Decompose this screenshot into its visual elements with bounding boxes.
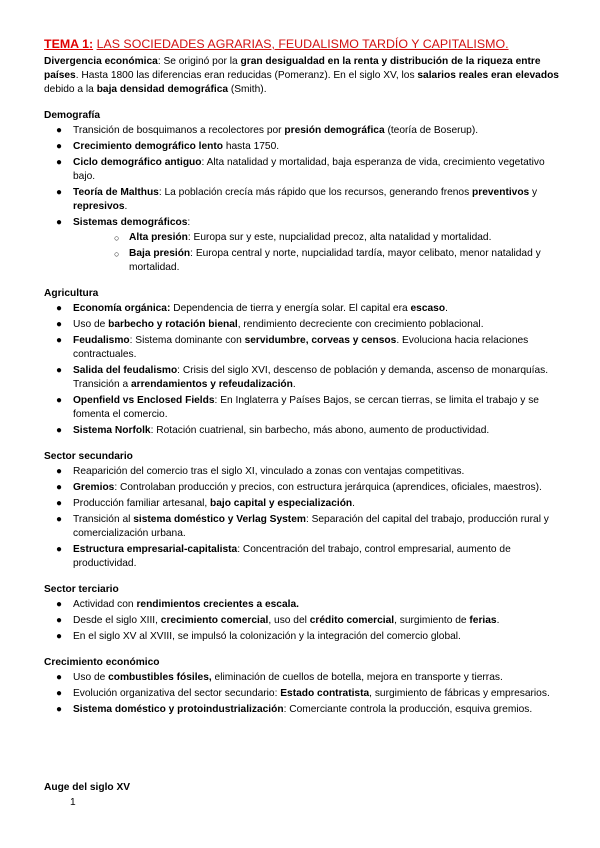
bullet-icon: ●: [56, 672, 63, 683]
bold-text: salarios reales eran elevados: [417, 70, 559, 81]
list-item: [44, 543, 560, 571]
text-run: . Hasta 1800 las diferencias eran reducidas (Pomeranz). En el siglo XV, los: [75, 70, 418, 81]
text-run: , rendimiento decreciente con crecimiento poblacional.: [237, 319, 484, 330]
text-run: : Europa sur y este, nupcialidad precoz, alta natalidad y mortalidad.: [187, 232, 492, 243]
bullet-icon: ●: [56, 335, 63, 346]
bold-text: Sistema Norfolk: [73, 425, 151, 436]
bullet-icon: ●: [56, 599, 63, 610]
list-item: [44, 318, 560, 332]
list-item: [44, 186, 560, 214]
list-item: [44, 703, 560, 717]
text-run: En el siglo XV al XVIII, se impulsó la colonización y la integración del comercio global.: [73, 631, 461, 642]
bold-text: Sistema doméstico y protoindustrialización: [73, 704, 284, 715]
bullet-icon: ●: [56, 688, 63, 699]
bold-text: Divergencia económica: [44, 56, 158, 67]
text-run: : Concentración del trabajo, control empresarial, aumento de productividad.: [73, 544, 511, 569]
bold-text: crédito comercial: [309, 615, 395, 626]
section-agricultura: [44, 287, 560, 438]
list-item: [44, 302, 560, 316]
sub-bullet-list: [73, 231, 560, 275]
list-item: [44, 497, 560, 511]
title-text: LAS SOCIEDADES AGRARIAS, FEUDALISMO TARDÍO Y CAPITALISMO.: [96, 37, 509, 51]
bullet-icon: ●: [56, 365, 63, 376]
list-item: [44, 513, 560, 541]
bold-text: Salida del feudalismo: [73, 365, 178, 376]
bullet-list: [44, 465, 560, 571]
bullet-list: [44, 671, 560, 717]
text-run: Desde el siglo XIII,: [73, 615, 161, 626]
bold-text: Estructura empresarial-capitalista: [73, 544, 238, 555]
list-item: [44, 598, 560, 612]
text-run: : Controlaban producción y precios, con estructura jerárquica (aprendices, oficiales, maestros).: [114, 482, 542, 493]
text-run: Uso de: [73, 319, 109, 330]
bullet-icon: ●: [56, 395, 63, 406]
bold-text: crecimiento comercial: [160, 615, 269, 626]
bold-text: Economía orgánica:: [73, 303, 171, 314]
text-run: Reaparición del comercio tras el siglo XI, vinculado a zonas con ventajas competitivas.: [73, 466, 465, 477]
text-run: Transición de bosquimanos a recolectores por: [73, 125, 285, 136]
text-run: Dependencia de tierra y energía solar. El capital era: [170, 303, 411, 314]
bullet-icon: ●: [56, 514, 63, 525]
bold-text: combustibles fósiles,: [108, 672, 212, 683]
bullet-list: [44, 598, 560, 644]
text-run: Evolución organizativa del sector secundario:: [73, 688, 281, 699]
list-item: [44, 364, 560, 392]
text-run: : Rotación cuatrienal, sin barbecho, más abono, aumento de productividad.: [150, 425, 490, 436]
text-run: : Europa central y norte, nupcialidad tardía, mayor celibato, menor natalidad y mortalidad.: [129, 248, 541, 273]
section-heading: Demografía: [44, 110, 101, 121]
text-run: .: [292, 379, 296, 390]
hollow-bullet-icon: ○: [114, 249, 120, 259]
bullet-icon: ●: [56, 157, 63, 168]
bold-text: Gremios: [73, 482, 115, 493]
list-item: [44, 156, 560, 184]
text-run: y: [529, 187, 538, 198]
section-demograf-a: [44, 109, 560, 275]
list-item: [44, 614, 560, 628]
text-run: Uso de: [73, 672, 109, 683]
bold-text: barbecho y rotación bienal: [108, 319, 238, 330]
bold-text: Feudalismo: [73, 335, 130, 346]
bullet-icon: ●: [56, 498, 63, 509]
text-run: (Smith).: [228, 84, 267, 95]
text-run: Actividad con: [73, 599, 137, 610]
text-run: : Comerciante controla la producción, esquiva gremios.: [283, 704, 533, 715]
list-item: [44, 216, 560, 275]
text-run: : Sistema dominante con: [129, 335, 245, 346]
sections-container: [44, 109, 560, 717]
bold-text: Crecimiento demográfico lento: [73, 141, 224, 152]
section-heading-auge: Auge del siglo XV: [44, 782, 131, 793]
list-item: [44, 334, 560, 362]
section-heading: Agricultura: [44, 288, 99, 299]
bullet-list: [44, 302, 560, 438]
text-run: Producción familiar artesanal,: [73, 498, 211, 509]
text-run: : Separación del capital del trabajo, producción rural y comercialización urbana.: [73, 514, 549, 539]
bold-text: sistema doméstico y Verlag System: [133, 514, 306, 525]
bullet-icon: ●: [56, 125, 63, 136]
section-sector-terciario: [44, 583, 560, 644]
list-item: [44, 481, 560, 495]
bold-text: servidumbre, corveas y censos: [244, 335, 397, 346]
bold-text: represivos: [73, 201, 125, 212]
bold-text: Estado contratista: [280, 688, 370, 699]
bold-text: escaso: [410, 303, 446, 314]
bullet-icon: ●: [56, 482, 63, 493]
bold-text: arrendamientos y refeudalización: [130, 379, 293, 390]
bullet-icon: ●: [56, 303, 63, 314]
list-item: [44, 140, 560, 154]
text-run: , surgimiento de: [394, 615, 470, 626]
text-run: , uso del: [268, 615, 310, 626]
text-run: :: [187, 217, 191, 228]
document-title: [44, 36, 560, 52]
page-number: 1: [70, 797, 76, 808]
sub-list-item: [73, 247, 560, 275]
section-sector-secundario: [44, 450, 560, 571]
text-run: : Se originó por la: [157, 56, 241, 67]
bullet-icon: ●: [56, 631, 63, 642]
text-run: Transición al: [73, 514, 134, 525]
bold-text: Sistemas demográficos: [73, 217, 188, 228]
text-run: : Crisis del siglo XVI, descenso de población y demanda, ascenso de monarquías. Transición a: [73, 365, 549, 390]
list-item: [44, 687, 560, 701]
bold-text: ferias: [469, 615, 497, 626]
text-run: .: [352, 498, 355, 509]
text-run: : Alta natalidad y mortalidad, baja esperanza de vida, crecimiento vegetativo bajo.: [73, 157, 545, 182]
bold-text: Teoría de Malthus: [73, 187, 159, 198]
list-item: [44, 671, 560, 685]
bullet-icon: ●: [56, 425, 63, 436]
bold-text: Alta presión: [129, 232, 188, 243]
list-item: [44, 630, 560, 644]
sub-list-item: [73, 231, 560, 245]
section-heading: Crecimiento económico: [44, 657, 160, 668]
bold-text: gran desigualdad en la renta y distribución de la riqueza entre países: [44, 56, 541, 81]
list-item: [44, 394, 560, 422]
text-run: (teoría de Boserup).: [384, 125, 479, 136]
text-run: .: [445, 303, 448, 314]
bold-text: Ciclo demográfico antiguo: [73, 157, 202, 168]
bullet-icon: ●: [56, 187, 63, 198]
section-crecimiento-econ-mico: [44, 656, 560, 717]
bold-text: bajo capital y especialización: [210, 498, 353, 509]
bullet-icon: ●: [56, 615, 63, 626]
bullet-list: [44, 124, 560, 275]
bullet-icon: ●: [56, 141, 63, 152]
list-item: [44, 124, 560, 138]
bullet-icon: ●: [56, 544, 63, 555]
text-run: hasta 1750.: [223, 141, 280, 152]
list-item: [44, 424, 560, 438]
bullet-icon: ●: [56, 704, 63, 715]
text-run: . Evoluciona hacia relaciones contractuales.: [73, 335, 529, 360]
list-item: [44, 465, 560, 479]
bullet-icon: ●: [56, 217, 63, 228]
text-run: : La población crecía más rápido que los recursos, generando frenos: [158, 187, 473, 198]
section-heading: Sector terciario: [44, 584, 119, 595]
intro-paragraph: [44, 55, 560, 97]
bold-text: Baja presión: [129, 248, 191, 259]
bold-text: presión demográfica: [284, 125, 385, 136]
section-heading: Sector secundario: [44, 451, 133, 462]
text-run: .: [496, 615, 500, 626]
bold-text: Openfield vs Enclosed Fields: [73, 395, 215, 406]
text-run: : En Inglaterra y Países Bajos, se cercan tierras, se limita el trabajo y se fomenta el comercio.: [73, 395, 539, 420]
bold-text: rendimientos crecientes a escala.: [136, 599, 299, 610]
bold-text: baja densidad demográfica: [96, 84, 229, 95]
text-run: debido a la: [44, 84, 97, 95]
bold-text: preventivos: [472, 187, 530, 198]
bullet-icon: ●: [56, 319, 63, 330]
bullet-icon: ●: [56, 466, 63, 477]
text-run: eliminación de cuellos de botella, mejora en transporte y tierras.: [211, 672, 503, 683]
hollow-bullet-icon: ○: [114, 233, 120, 243]
text-run: .: [124, 201, 128, 212]
title-tag: TEMA 1:: [44, 37, 94, 51]
text-run: , surgimiento de fábricas y empresarios.: [369, 688, 550, 699]
